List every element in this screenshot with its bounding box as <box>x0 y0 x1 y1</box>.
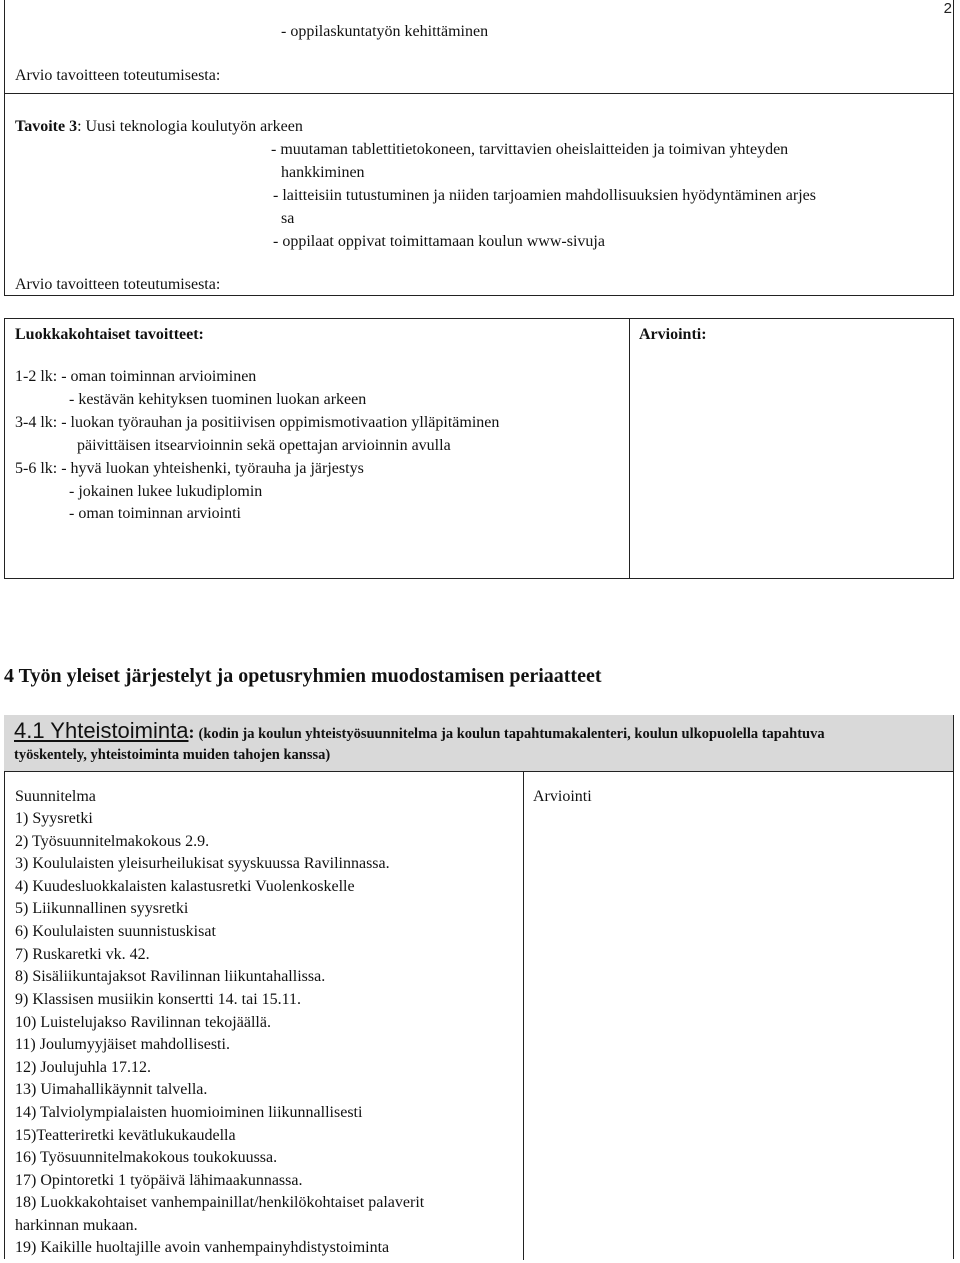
goal3-title-text: : Uusi teknologia koulutyön arkeen <box>77 118 303 135</box>
plan-item: 16) Työsuunnitelmakokous toukokuussa. <box>15 1149 278 1166</box>
goal3-line-4: sa <box>281 210 295 227</box>
goal3-line-1: - muutaman tablettitietokoneen, tarvittavien oheislaitteiden ja toimivan yhteyden <box>271 141 789 158</box>
plan-item: 15)Teatteriretki kevätlukukaudella <box>15 1127 236 1144</box>
top-bullet: - oppilaskuntatyön kehittäminen <box>281 23 489 40</box>
class-goals-assessment-heading: Arviointi: <box>639 326 707 343</box>
section41-description-1: (kodin ja koulun yhteistyösuunnitelma ja koulun tapahtumakalenteri, koulun ulkopuolella tapahtuva <box>198 726 825 742</box>
goal3-line-5: - oppilaat oppivat toimittamaan koulun www-sivuja <box>273 233 605 250</box>
section41-table <box>4 771 954 1259</box>
plan-item: 5) Liikunnallinen syysretki <box>15 900 189 917</box>
plan-item: 13) Uimahallikäynnit talvella. <box>15 1081 208 1098</box>
section41-title: 4.1 Yhteistoiminta <box>14 718 189 743</box>
plan-assessment-heading: Arviointi <box>533 788 592 805</box>
plan-item: 19) Kaikille huoltajille avoin vanhempainyhdistystoiminta <box>15 1239 390 1256</box>
class-goals-heading: Luokkakohtaiset tavoitteet: <box>15 326 204 343</box>
plan-item: 2) Työsuunnitelmakokous 2.9. <box>15 833 210 850</box>
page-number: 2 <box>943 0 952 17</box>
section41-divider <box>523 772 524 1260</box>
goal3-title <box>15 116 303 138</box>
plan-item: 11) Joulumyyjäiset mahdollisesti. <box>15 1036 230 1053</box>
goal3-line-2: hankkiminen <box>281 164 365 181</box>
class-goal-line-3: 3-4 lk: - luokan työrauhan ja positiivisen oppimismotivaation ylläpitäminen <box>15 414 500 431</box>
class-goal-line-4: päivittäisen itsearvioinnin sekä opettajan arvioinnin avulla <box>77 437 451 454</box>
plan-item: 3) Koululaisten yleisurheilukisat syyskuussa Ravilinnassa. <box>15 855 390 872</box>
class-goal-line-1: 1-2 lk: - oman toiminnan arvioiminen <box>15 368 257 385</box>
goal3-box <box>4 93 954 296</box>
plan-item: 10) Luistelujakso Ravilinnan tekojäällä. <box>15 1014 271 1031</box>
top-assessment-label: Arvio tavoitteen toteutumisesta: <box>15 67 221 84</box>
goal3-label: Tavoite 3 <box>15 118 78 135</box>
class-goal-line-2: - kestävän kehityksen tuominen luokan arkeen <box>69 391 367 408</box>
goal3-assessment-label: Arvio tavoitteen toteutumisesta: <box>15 276 221 293</box>
class-goals-table <box>4 318 954 579</box>
plan-item: 17) Opintoretki 1 työpäivä lähimaakunnassa. <box>15 1172 303 1189</box>
plan-heading: Suunnitelma <box>15 788 96 805</box>
section41-description-2: työskentely, yhteistoiminta muiden tahojen kanssa) <box>14 747 331 763</box>
class-goal-line-6: - jokainen lukee lukudiplomin <box>69 483 263 500</box>
class-goal-line-5: 5-6 lk: - hyvä luokan yhteishenki, työrauha ja järjestys <box>15 460 364 477</box>
plan-item: 8) Sisäliikuntajaksot Ravilinnan liikuntahallissa. <box>15 968 326 985</box>
plan-item: 4) Kuudesluokkalaisten kalastusretki Vuolenkoskelle <box>15 878 355 895</box>
top-assessment-box <box>4 0 954 94</box>
class-goals-divider <box>629 319 630 578</box>
plan-item: harkinnan mukaan. <box>15 1217 138 1234</box>
plan-item: 14) Talviolympialaisten huomioiminen liikunnallisesti <box>15 1104 363 1121</box>
plan-item: 6) Koululaisten suunnistuskisat <box>15 923 216 940</box>
section41-header <box>4 715 954 772</box>
plan-item: 12) Joulujuhla 17.12. <box>15 1059 151 1076</box>
plan-item: 7) Ruskaretki vk. 42. <box>15 946 150 963</box>
plan-item: 1) Syysretki <box>15 810 93 827</box>
section4-heading: 4 Työn yleiset järjestelyt ja opetusryhmien muodostamisen periaatteet <box>4 665 602 687</box>
class-goal-line-7: - oman toiminnan arviointi <box>69 505 241 522</box>
section41-colon: : <box>188 722 195 742</box>
goal3-line-3: - laitteisiin tutustuminen ja niiden tarjoamien mahdollisuuksien hyödyntäminen arjes <box>273 187 817 204</box>
plan-item: 18) Luokkakohtaiset vanhempainillat/henkilökohtaiset palaverit <box>15 1194 425 1211</box>
plan-item: 9) Klassisen musiikin konsertti 14. tai 15.11. <box>15 991 302 1008</box>
